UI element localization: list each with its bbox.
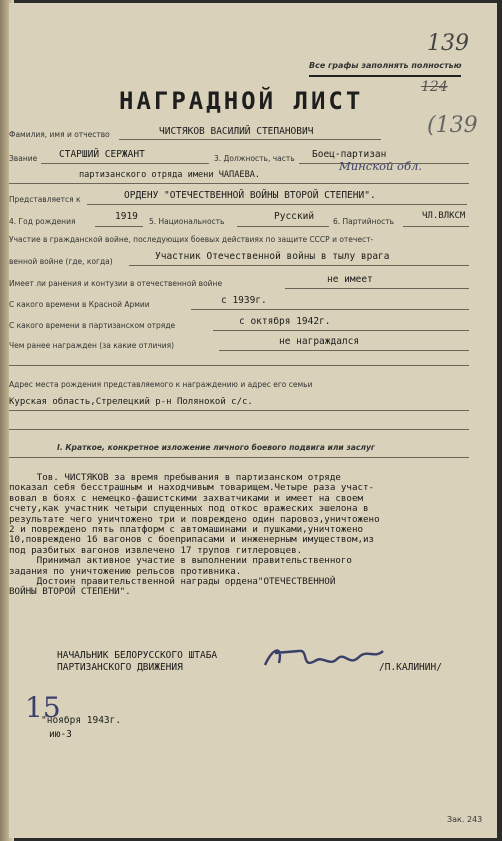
year-label: 4. Год рождения — [9, 217, 76, 226]
year-value: 1919 — [115, 211, 138, 222]
present-label: Представляется к — [9, 195, 81, 204]
partisan-value: с октября 1942г. — [239, 316, 331, 327]
narrative-line: счету,как участник четыри спущенных под откос вражеских эшелона в — [9, 503, 369, 515]
signature-title-1: НАЧАЛЬНИК БЕЛОРУССКОГО ШТАБА — [57, 650, 218, 661]
prev-awards-label: Чем ранее награжден (за какие отличия) — [9, 341, 175, 350]
rule — [191, 309, 469, 310]
narrative-line: Принимал активное участие в выполнении правительственного — [9, 555, 352, 567]
nationality-label: 5. Национальность — [149, 217, 225, 226]
rule — [285, 288, 469, 289]
handwritten-signature — [259, 639, 389, 679]
fio-value: ЧИСТЯКОВ ВАСИЛИЙ СТЕПАНОВИЧ — [159, 126, 314, 137]
narrative-line: под разбитых вагонов извлечено 17 трупов гитлеровцев. — [9, 544, 303, 556]
rule — [237, 226, 329, 227]
party-label: 6. Партийность — [333, 217, 395, 226]
rule — [9, 183, 469, 184]
rank-value: СТАРШИЙ СЕРЖАНТ — [59, 149, 145, 160]
post-value-2: партизанского отряда имени ЧАПАЕВА. — [79, 170, 261, 180]
post-value: Боец-партизан — [312, 149, 387, 160]
rule — [9, 365, 469, 366]
partisan-label: С какого времени в партизанском отряде — [9, 321, 176, 330]
date-place: ию-3 — [49, 729, 72, 740]
award-sheet — [9, 3, 497, 838]
army-label: С какого времени в Красной Армии — [9, 300, 150, 309]
narrative-line: результате чего уничтожено три и повреждено один паровоз,уничтожено — [9, 513, 380, 525]
nationality-value: Русский — [274, 211, 315, 222]
section-title: I. Краткое, конкретное изложение личного боевого подвига или заслуг — [57, 443, 375, 452]
party-value: ЧЛ.ВЛКСМ — [422, 211, 466, 221]
narrative-line: Достоин правительственной награды ордена"ОТЕЧЕСТВЕННОЙ — [9, 576, 336, 588]
rule — [9, 410, 469, 411]
rule — [9, 429, 469, 430]
narrative — [9, 473, 380, 598]
narrative-line: задания по уничтожению рельсов противника. — [9, 565, 242, 577]
rule — [9, 457, 469, 458]
signature-name: /П.КАЛИНИН/ — [379, 662, 442, 673]
narrative-line: 2 и повреждено пять платформ с автомашинами и пушками,уничтожено — [9, 524, 364, 536]
rule — [213, 330, 469, 331]
pencil-mark: (139 — [427, 113, 478, 138]
address-value: Курская область,Стрелецкий р-н Полянокой с/с. — [9, 397, 253, 407]
rule — [95, 226, 143, 227]
army-value: с 1939г. — [221, 295, 267, 306]
narrative-line: 10,повреждено 16 вагонов с боеприпасами и инженерным имуществом,из — [9, 534, 375, 546]
award-value: ОРДЕНУ "ОТЕЧЕСТВЕННОЙ ВОЙНЫ ВТОРОЙ СТЕПЕНИ". — [124, 190, 376, 201]
footer-order: Зак. 243 — [447, 815, 483, 824]
page-title: НАГРАДНОЙ ЛИСТ — [119, 87, 364, 115]
prev-awards-value: не награждался — [279, 336, 360, 347]
post-handwritten: Минской обл. — [339, 159, 422, 173]
rule — [403, 226, 469, 227]
narrative-line: Тов. ЧИСТЯКОВ за время пребывания в партизанском отряде — [9, 472, 341, 483]
civil-war-label: Участие в гражданской войне, последующих боевых действиях по защите СССР и отечест- — [9, 235, 374, 244]
rule — [219, 350, 469, 351]
narrative-line: ВОЙНЫ ВТОРОЙ СТЕПЕНИ". — [9, 586, 131, 598]
narrative-line: вовал в боях с немецко-фашистскими захватчиками и имеет на своем — [9, 492, 364, 504]
post-label: 3. Должность, часть — [214, 154, 295, 163]
fio-label: Фамилия, имя и отчество — [9, 130, 110, 139]
rule — [119, 139, 381, 140]
date-day: 15 — [25, 691, 61, 724]
civil-war-label-2: венной войне (где, когда) — [9, 257, 113, 266]
signature-title-2: ПАРТИЗАНСКОГО ДВИЖЕНИЯ — [57, 662, 183, 673]
civil-war-value: Участник Отечественной войны в тылу врага — [155, 251, 390, 262]
wounds-value: не имеет — [327, 274, 373, 285]
date-text: "ноября 1943г. — [41, 715, 122, 726]
narrative-line: показал себя бесстрашным и находчивым товарищем.Четыре раза участ- — [9, 482, 375, 494]
archive-number: 139 — [427, 31, 469, 56]
archive-number-old: 124 — [421, 79, 448, 95]
address-label: Адрес места рождения представляемого к награждению и адрес его семьи — [9, 380, 313, 389]
rule — [41, 163, 209, 164]
fill-all-note: Все графы заполнять полностью — [309, 61, 462, 70]
rule — [129, 265, 469, 266]
rule — [87, 204, 467, 205]
note-underline — [309, 75, 461, 77]
wounds-label: Имеет ли ранения и контузии в отечественной войне — [9, 279, 223, 288]
rank-label: Звание — [9, 154, 38, 163]
